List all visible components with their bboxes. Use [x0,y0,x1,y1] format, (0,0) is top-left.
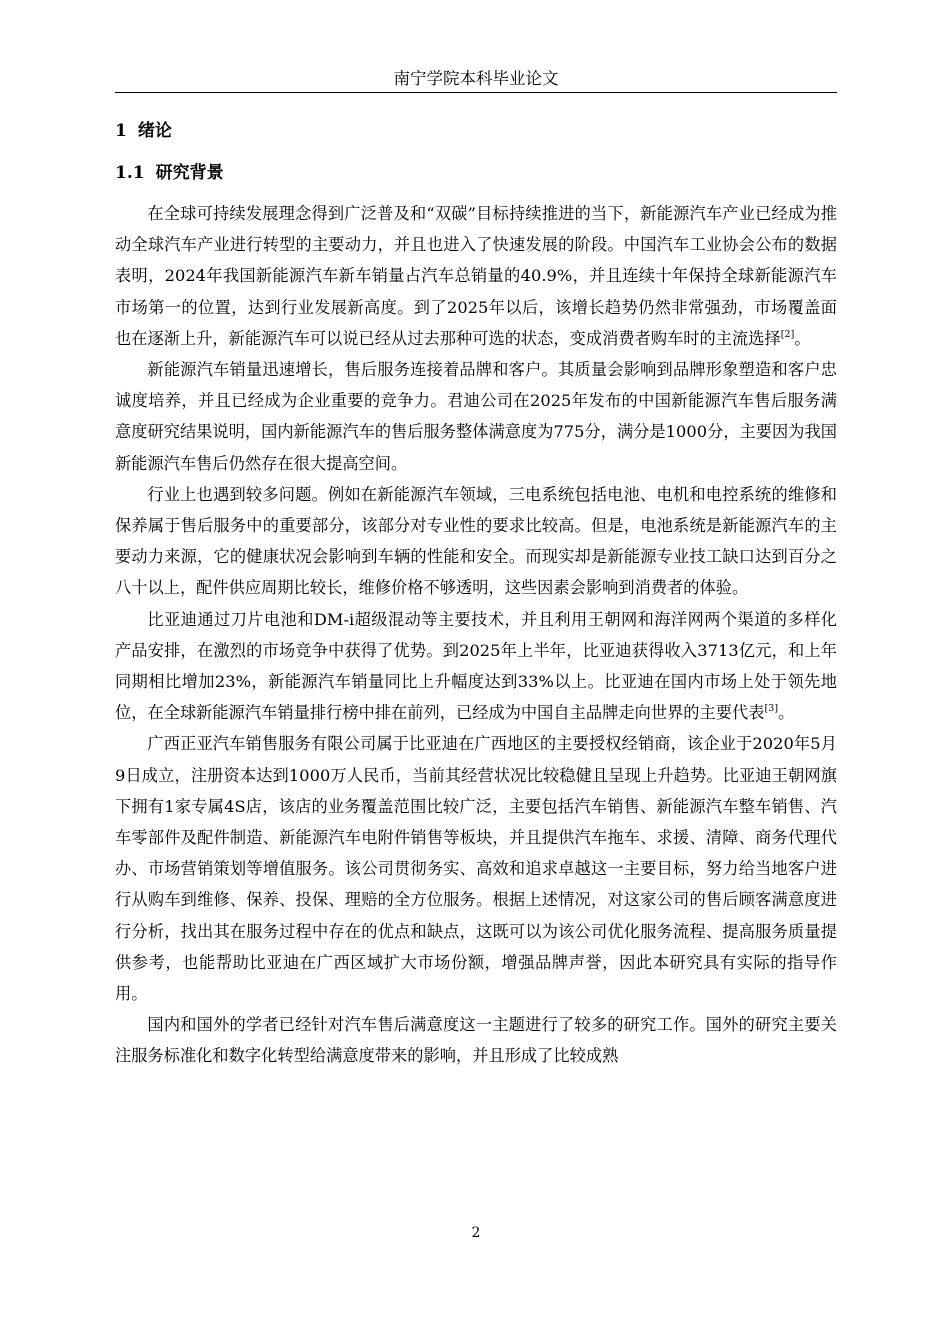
paragraph-text: 新能源汽车销量迅速增长，售后服务连接着品牌和客户。其质量会影响到品牌形象塑造和客户忠诚度培养，并且已经成为企业重要的竞争力。君迪公司在2025年发布的中国新能源汽车售后服务满意度研究结果说明，国内新能源汽车的售后服务整体满意度为775分，满分是1000分，主要因为我国新能源汽车售后仍然存在很大提高空间。 [115,360,837,473]
paragraph-4 [115,604,837,729]
section-title: 研究背景 [155,163,224,183]
chapter-number: 1 [115,121,127,141]
chapter-heading [115,117,837,145]
paragraph-2 [115,354,837,479]
paragraph-text: 广西正亚汽车销售服务有限公司属于比亚迪在广西地区的主要授权经销商，该企业于2020年5月9日成立，注册资本达到1000万人民币，当前其经营状况比较稳健且呈现上升趋势。比亚迪王朝网旗下拥有1家专属4S店，该店的业务覆盖范围比较广泛，主要包括汽车销售、新能源汽车整车销售、汽车零部件及配件制造、新能源汽车电附件销售等板块，并且提供汽车拖车、求援、清障、商务代理代办、市场营销策划等增值服务。该公司贯彻务实、高效和追求卓越这一主要目标，努力给当地客户进行从购车到维修、保养、投保、理赔的全方位服务。根据上述情况，对这家公司的售后顾客满意度进行分析，找出其在服务过程中存在的优点和缺点，这既可以为该公司优化服务流程、提高服务质量提供参考，也能帮助比亚迪在广西区域扩大市场份额，增强品牌声誉，因此本研究具有实际的指导作用。 [115,734,837,1004]
paragraph-text: 在全球可持续发展理念得到广泛普及和“双碳”目标持续推进的当下，新能源汽车产业已经成为推动全球汽车产业进行转型的主要动力，并且也进入了快速发展的阶段。中国汽车工业协会公布的数据表明，2024年我国新能源汽车新车销量占汽车总销量的40.9%，并且连续十年保持全球新能源汽车市场第一的位置，达到行业发展新高度。到了2025年以后，该增长趋势仍然非常强劲，市场覆盖面也在逐渐上升，新能源汽车可以说已经从过去那种可选的状态，变成消费者购车时的主流选择 [115,204,837,348]
running-header: 南宁学院本科毕业论文 [393,69,559,88]
paragraph-6 [115,1009,837,1071]
paragraph-text: 行业上也遇到较多问题。例如在新能源汽车领域，三电系统包括电池、电机和电控系统的维修和保养属于售后服务中的重要部分，该部分对专业性的要求比较高。但是，电池系统是新能源汽车的主要动力来源，它的健康状况会影响到车辆的性能和安全。而现实却是新能源专业技工缺口达到百分之八十以上，配件供应周期比较长，维修价格不够透明，这些因素会影响到消费者的体验。 [115,484,837,598]
paragraph-tail: 。 [794,328,811,348]
section-number: 1.1 [115,163,145,183]
section-heading [115,159,837,187]
paragraph-5 [115,728,837,1009]
page-number: 2 [471,1225,481,1241]
paragraph-text: 比亚迪通过刀片电池和DM-i超级混动等主要技术，并且利用王朝网和海洋网两个渠道的多样化产品安排，在激烈的市场竞争中获得了优势。到2025年上半年，比亚迪获得收入3713亿元，和上年同期相比增加23%，新能源汽车销量同比上升幅度达到33%以上。比亚迪在国内市场上处于领先地位，在全球新能源汽车销量排行榜中排在前列，已经成为中国自主品牌走向世界的主要代表 [115,609,837,723]
citation-ref: [3] [764,703,779,715]
citation-ref: [2] [780,328,795,340]
chapter-title: 绪论 [137,121,172,141]
paragraph-3 [115,479,837,604]
header-rule [115,92,837,93]
paragraph-tail: 。 [778,703,795,723]
paragraph-1 [115,198,837,354]
page-body [115,117,837,1072]
paragraph-text: 国内和国外的学者已经针对汽车售后满意度这一主题进行了较多的研究工作。国外的研究主要关注服务标准化和数字化转型给满意度带来的影响，并且形成了比较成熟 [115,1015,837,1066]
